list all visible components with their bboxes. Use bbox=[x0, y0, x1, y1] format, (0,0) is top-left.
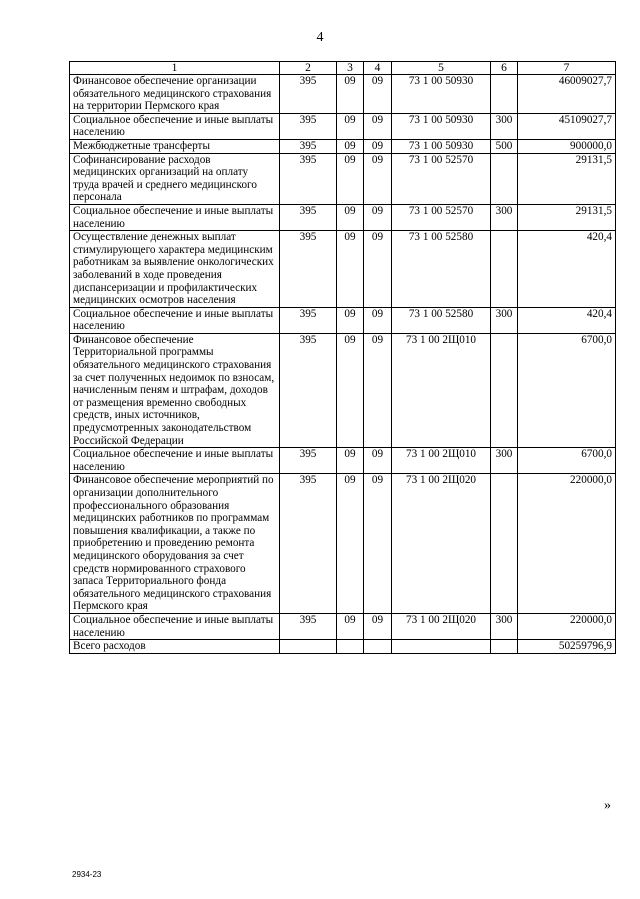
row-c2: 395 bbox=[280, 307, 337, 333]
row-c5: 73 1 00 52580 bbox=[392, 307, 491, 333]
row-amount: 6700,0 bbox=[518, 333, 616, 447]
row-c4: 09 bbox=[364, 231, 392, 308]
row-amount: 45109027,7 bbox=[518, 113, 616, 139]
row-name: Социальное обеспечение и иные выплаты населению bbox=[70, 613, 280, 639]
column-header: 1 bbox=[70, 62, 280, 75]
row-c4: 09 bbox=[364, 204, 392, 230]
row-c4: 09 bbox=[364, 333, 392, 447]
column-header: 7 bbox=[518, 62, 616, 75]
row-c2: 395 bbox=[280, 474, 337, 614]
row-amount: 220000,0 bbox=[518, 474, 616, 614]
row-c5: 73 1 00 2Щ010 bbox=[392, 333, 491, 447]
row-c6 bbox=[491, 75, 518, 114]
row-name: Финансовое обеспечение мероприятий по организации дополнительного профессионального образования медицинских работников по программам повышения квалификации, а также по приобретению и проведению ремонта медицинского оборудования за счет средств нормированного страхового запаса Территориального фонда обязательного медицинского страхования Пермского края bbox=[70, 474, 280, 614]
row-c3: 09 bbox=[337, 139, 364, 153]
row-amount: 29131,5 bbox=[518, 204, 616, 230]
row-c6 bbox=[491, 333, 518, 447]
row-c6 bbox=[491, 153, 518, 204]
total-empty-cell bbox=[280, 640, 337, 654]
row-c5: 73 1 00 2Щ020 bbox=[392, 474, 491, 614]
row-c3: 09 bbox=[337, 613, 364, 639]
row-name: Социальное обеспечение и иные выплаты населению bbox=[70, 204, 280, 230]
column-header: 4 bbox=[364, 62, 392, 75]
closing-quote: » bbox=[604, 798, 611, 813]
row-c4: 09 bbox=[364, 75, 392, 114]
row-c4: 09 bbox=[364, 153, 392, 204]
row-c2: 395 bbox=[280, 448, 337, 474]
row-c5: 73 1 00 52580 bbox=[392, 231, 491, 308]
column-header: 6 bbox=[491, 62, 518, 75]
row-c2: 395 bbox=[280, 613, 337, 639]
row-name: Социальное обеспечение и иные выплаты населению bbox=[70, 448, 280, 474]
row-c3: 09 bbox=[337, 333, 364, 447]
row-c6: 300 bbox=[491, 204, 518, 230]
row-c6: 300 bbox=[491, 613, 518, 639]
column-header: 5 bbox=[392, 62, 491, 75]
row-c3: 09 bbox=[337, 204, 364, 230]
row-c3: 09 bbox=[337, 113, 364, 139]
row-c2: 395 bbox=[280, 333, 337, 447]
row-amount: 29131,5 bbox=[518, 153, 616, 204]
row-c3: 09 bbox=[337, 75, 364, 114]
row-amount: 900000,0 bbox=[518, 139, 616, 153]
row-c3: 09 bbox=[337, 307, 364, 333]
row-c4: 09 bbox=[364, 307, 392, 333]
total-row bbox=[70, 640, 616, 654]
table-row bbox=[70, 204, 616, 230]
header-row bbox=[70, 62, 616, 75]
row-c6: 300 bbox=[491, 307, 518, 333]
row-c3: 09 bbox=[337, 231, 364, 308]
table-row bbox=[70, 153, 616, 204]
row-c6 bbox=[491, 474, 518, 614]
row-c2: 395 bbox=[280, 139, 337, 153]
row-c6: 300 bbox=[491, 113, 518, 139]
row-name: Осуществление денежных выплат стимулирующего характера медицинским работникам за выявление онкологических заболеваний в ходе проведения диспансеризации и профилактических медицинских осмотров населения bbox=[70, 231, 280, 308]
row-c5: 73 1 00 50930 bbox=[392, 75, 491, 114]
row-c5: 73 1 00 2Щ020 bbox=[392, 613, 491, 639]
total-empty-cell bbox=[491, 640, 518, 654]
total-empty-cell bbox=[337, 640, 364, 654]
page-number: 4 bbox=[316, 30, 324, 45]
row-c2: 395 bbox=[280, 113, 337, 139]
total-value: 50259796,9 bbox=[518, 640, 616, 654]
row-c6 bbox=[491, 231, 518, 308]
table-row bbox=[70, 231, 616, 308]
row-amount: 6700,0 bbox=[518, 448, 616, 474]
row-c5: 73 1 00 50930 bbox=[392, 139, 491, 153]
row-name: Софинансирование расходов медицинских организаций на оплату труда врачей и среднего медицинского персонала bbox=[70, 153, 280, 204]
table-row bbox=[70, 613, 616, 639]
row-c5: 73 1 00 50930 bbox=[392, 113, 491, 139]
row-name: Социальное обеспечение и иные выплаты населению bbox=[70, 113, 280, 139]
row-name: Межбюджетные трансферты bbox=[70, 139, 280, 153]
footer-document-code: 2934-23 bbox=[72, 870, 102, 879]
row-name: Социальное обеспечение и иные выплаты населению bbox=[70, 307, 280, 333]
row-c3: 09 bbox=[337, 153, 364, 204]
column-header: 3 bbox=[337, 62, 364, 75]
row-c6: 500 bbox=[491, 139, 518, 153]
table-row bbox=[70, 307, 616, 333]
row-c5: 73 1 00 52570 bbox=[392, 204, 491, 230]
row-amount: 420,4 bbox=[518, 307, 616, 333]
table-row bbox=[70, 75, 616, 114]
total-label: Всего расходов bbox=[70, 640, 280, 654]
row-c2: 395 bbox=[280, 204, 337, 230]
row-c2: 395 bbox=[280, 75, 337, 114]
row-c3: 09 bbox=[337, 474, 364, 614]
row-name: Финансовое обеспечение организации обязательного медицинского страхования на территории Пермского края bbox=[70, 75, 280, 114]
table-row bbox=[70, 448, 616, 474]
row-c3: 09 bbox=[337, 448, 364, 474]
row-c4: 09 bbox=[364, 113, 392, 139]
row-c2: 395 bbox=[280, 231, 337, 308]
row-amount: 220000,0 bbox=[518, 613, 616, 639]
row-c4: 09 bbox=[364, 139, 392, 153]
table-row bbox=[70, 333, 616, 447]
total-empty-cell bbox=[364, 640, 392, 654]
column-header: 2 bbox=[280, 62, 337, 75]
row-c2: 395 bbox=[280, 153, 337, 204]
row-c4: 09 bbox=[364, 448, 392, 474]
table-row bbox=[70, 113, 616, 139]
table-row bbox=[70, 139, 616, 153]
row-c4: 09 bbox=[364, 613, 392, 639]
row-c4: 09 bbox=[364, 474, 392, 614]
row-c6: 300 bbox=[491, 448, 518, 474]
total-empty-cell bbox=[392, 640, 491, 654]
row-c5: 73 1 00 2Щ010 bbox=[392, 448, 491, 474]
table-row bbox=[70, 474, 616, 614]
row-amount: 46009027,7 bbox=[518, 75, 616, 114]
row-amount: 420,4 bbox=[518, 231, 616, 308]
row-c5: 73 1 00 52570 bbox=[392, 153, 491, 204]
budget-table bbox=[69, 61, 616, 654]
row-name: Финансовое обеспечение Территориальной программы обязательного медицинского страхования за счет полученных недоимок по взносам, начисленным пеням и штрафам, доходов от размещения временно свободных средств, иных источников, предусмотренных законодательством Российской Федерации bbox=[70, 333, 280, 447]
